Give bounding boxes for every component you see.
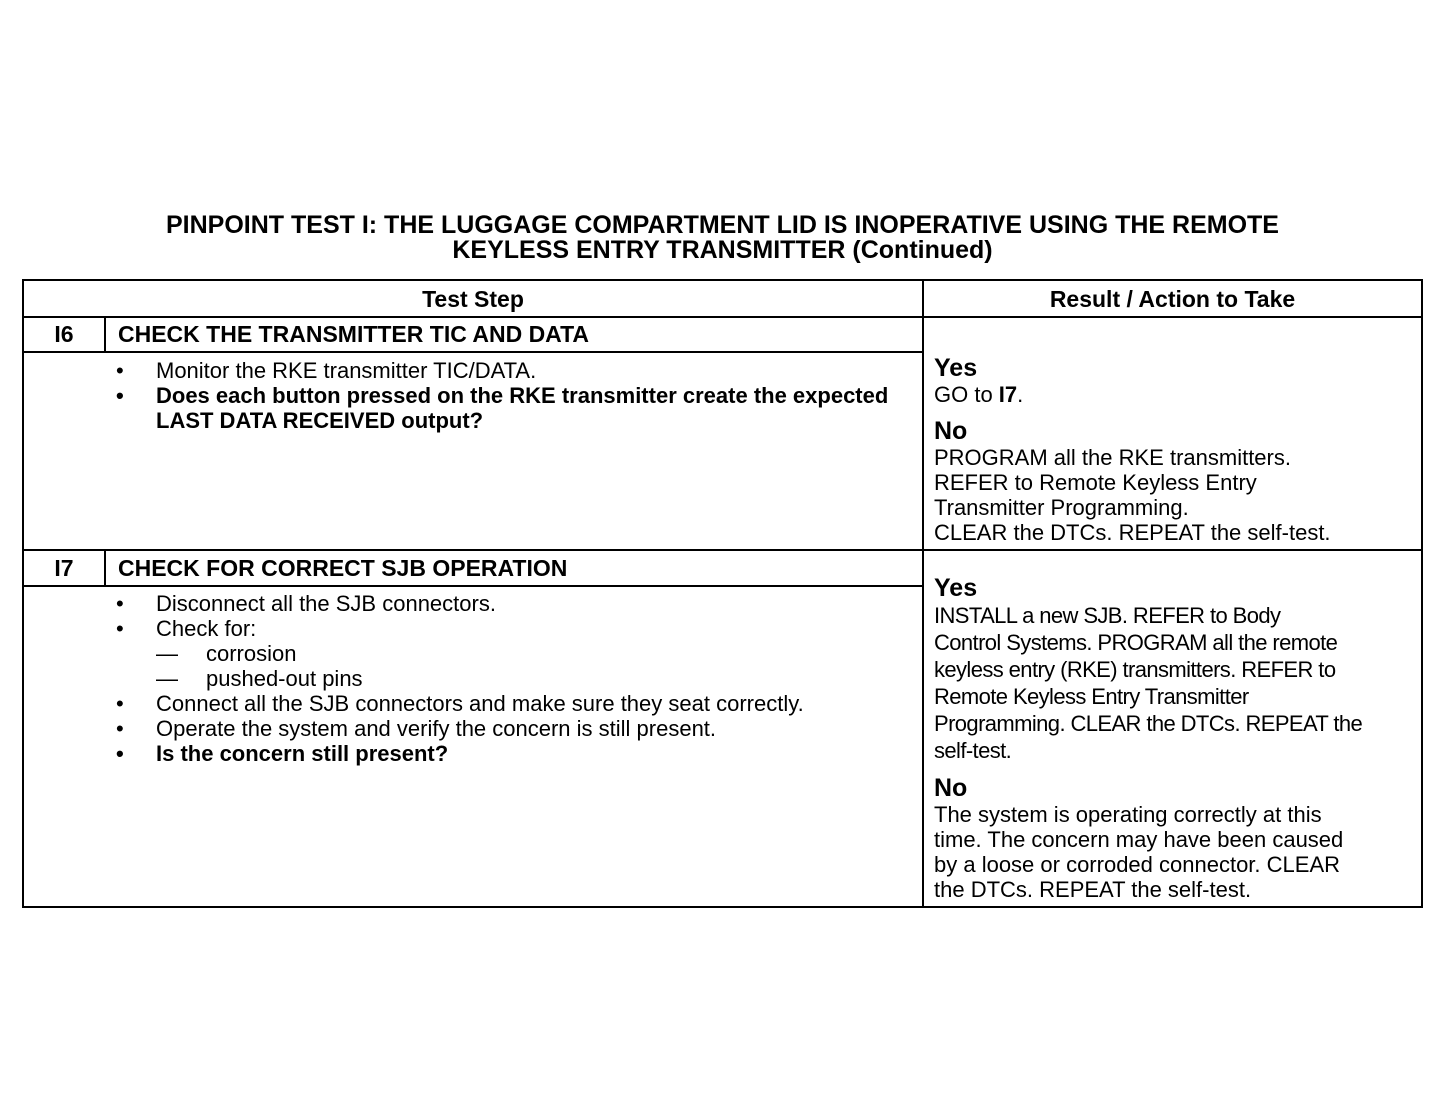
bullet-item — [116, 716, 816, 741]
bullet-icon: • — [116, 591, 124, 616]
yes-line: Control Systems. PROGRAM all the remote — [934, 630, 1338, 655]
pinpoint-test-table — [22, 279, 1423, 908]
bullet-text: Monitor the RKE transmitter TIC/DATA. — [156, 358, 537, 383]
step-i7-result — [934, 574, 1420, 902]
no-line: time. The concern may have been caused — [934, 827, 1344, 852]
yes-line: Programming. CLEAR the DTCs. REPEAT the — [934, 711, 1363, 736]
bullet-item — [116, 616, 816, 641]
dash-icon: — — [156, 666, 178, 691]
step-title: CHECK THE TRANSMITTER TIC AND DATA — [118, 321, 590, 347]
yes-action-suffix: . — [1017, 382, 1024, 407]
sub-item — [116, 666, 816, 691]
step-i7-instructions — [116, 591, 816, 766]
yes-action — [934, 382, 1420, 407]
yes-line: INSTALL a new SJB. REFER to Body — [934, 603, 1281, 628]
step-number: I6 — [54, 321, 74, 347]
step-i6-result — [934, 354, 1420, 545]
no-line: PROGRAM all the RKE transmitters. — [934, 445, 1291, 470]
title-line-1: PINPOINT TEST I: THE LUGGAGE COMPARTMENT LID IS INOPERATIVE USING THE REMOTE — [165, 211, 1279, 239]
sub-item-text: pushed-out pins — [206, 666, 363, 691]
yes-line: Remote Keyless Entry Transmitter — [934, 684, 1249, 709]
bullet-item — [116, 741, 816, 766]
yes-label: Yes — [934, 574, 978, 602]
no-line: by a loose or corroded connector. CLEAR — [934, 852, 1341, 877]
bullet-text: Check for: — [156, 616, 257, 641]
bullet-item — [116, 383, 916, 433]
bullet-text: Does each button pressed on the RKE transmitter create the expected LAST DATA RECEIVED output? — [156, 383, 889, 433]
bullet-text: Is the concern still present? — [156, 741, 449, 766]
step-number: I7 — [54, 555, 74, 581]
step-i6-number-divider — [104, 316, 106, 351]
row-divider — [24, 549, 1421, 551]
bullet-icon: • — [116, 741, 124, 766]
no-line: REFER to Remote Keyless Entry — [934, 470, 1257, 495]
bullet-text: Disconnect all the SJB connectors. — [156, 591, 496, 616]
bullet-icon: • — [116, 691, 124, 716]
step-title: CHECK FOR CORRECT SJB OPERATION — [118, 555, 568, 581]
dash-icon: — — [156, 641, 178, 666]
yes-line: self-test. — [934, 738, 1012, 763]
bullet-icon: • — [116, 358, 124, 383]
bullet-icon: • — [116, 716, 124, 741]
no-line: The system is operating correctly at this — [934, 802, 1322, 827]
no-label: No — [934, 774, 968, 802]
page-title — [22, 213, 1423, 263]
header-result: Result / Action to Take — [1049, 286, 1296, 312]
no-line: the DTCs. REPEAT the self-test. — [934, 877, 1252, 902]
yes-label: Yes — [934, 354, 978, 382]
bullet-item — [116, 691, 816, 716]
no-label: No — [934, 417, 968, 445]
step-i7-number-divider — [104, 549, 106, 585]
column-divider — [922, 281, 924, 906]
no-line: CLEAR the DTCs. REPEAT the self-test. — [934, 520, 1331, 545]
bullet-item — [116, 358, 916, 383]
bullet-icon: • — [116, 383, 124, 408]
bullet-icon: • — [116, 616, 124, 641]
title-line-2: KEYLESS ENTRY TRANSMITTER (Continued) — [452, 236, 993, 264]
header-test-step: Test Step — [422, 286, 524, 312]
bullet-item — [116, 591, 816, 616]
sub-item-text: corrosion — [206, 641, 297, 666]
no-line: Transmitter Programming. — [934, 495, 1189, 520]
header-divider — [24, 316, 1421, 318]
step-i7-title-divider — [24, 585, 922, 587]
sub-item — [116, 641, 816, 666]
step-i6-instructions — [116, 358, 916, 433]
bullet-text: Operate the system and verify the concern is still present. — [156, 716, 717, 741]
bullet-text: Connect all the SJB connectors and make sure they seat correctly. — [156, 691, 804, 716]
yes-action-prefix: GO to — [934, 382, 999, 407]
yes-line: keyless entry (RKE) transmitters. REFER to — [934, 657, 1336, 682]
step-i6-title-divider — [24, 351, 922, 353]
goto-step-link: I7 — [998, 382, 1018, 407]
